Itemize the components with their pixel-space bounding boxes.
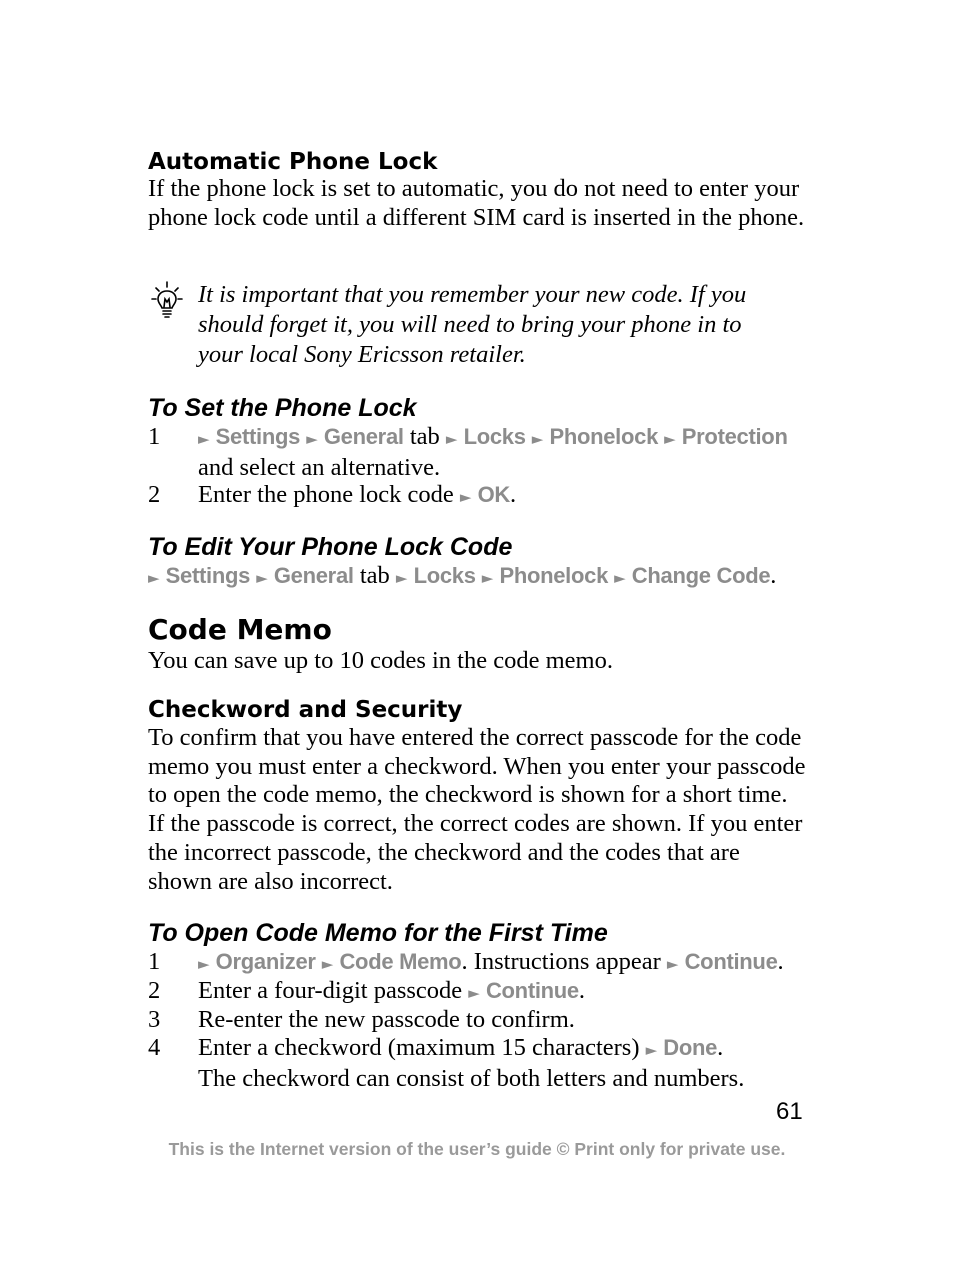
step-text: Enter a checkword (maximum 15 characters)	[198, 1034, 640, 1061]
heading-code-memo: Code Memo	[148, 613, 332, 646]
menu-phonelock: Phonelock	[499, 563, 608, 588]
step-text: Enter the phone lock code	[198, 481, 454, 508]
open-memo-step-3	[148, 1006, 808, 1035]
menu-settings: Settings	[215, 424, 301, 449]
tip-text: It is important that you remember your new code. If you should forget it, you will need to bring your phone in to your local Sony Ericsson retailer.	[198, 281, 747, 368]
arrow-icon: ►	[306, 430, 318, 448]
open-memo-step-4	[148, 1034, 828, 1093]
step-end: .	[578, 977, 585, 1004]
step-number: 2	[148, 977, 161, 1004]
step-text: Re-enter the new passcode to confirm.	[198, 1006, 575, 1033]
arrow-icon: ►	[459, 488, 472, 506]
paragraph-checkword-security: To confirm that you have entered the correct passcode for the code memo you must enter a checkword. When you enter your passcode to open the code memo, the checkword is shown for a short time. If the passcode is correct, the correct codes are shown. If you enter the incorrect passcode, the checkword and the codes that are shown are also incorrect.	[148, 724, 806, 895]
step-text: tab	[409, 423, 440, 450]
menu-ok: OK	[477, 482, 510, 507]
paragraph-code-memo: You can save up to 10 codes in the code memo.	[148, 647, 613, 674]
menu-protection: Protection	[681, 424, 788, 449]
arrow-icon: ►	[256, 569, 268, 587]
menu-continue: Continue	[684, 949, 778, 974]
open-memo-step-1	[148, 948, 828, 979]
arrow-icon: ►	[468, 984, 480, 1002]
edit-code-path	[148, 562, 828, 593]
arrow-icon: ►	[198, 430, 210, 448]
menu-organizer: Organizer	[215, 949, 316, 974]
heading-automatic-phone-lock: Automatic Phone Lock	[148, 149, 438, 175]
heading-edit-phone-lock-code: To Edit Your Phone Lock Code	[148, 533, 513, 561]
step-text: tab	[359, 562, 390, 589]
set-lock-step-1	[148, 423, 828, 482]
step-end: .	[777, 948, 784, 975]
menu-locks: Locks	[463, 424, 526, 449]
open-memo-step-2	[148, 977, 808, 1008]
lightbulb-icon	[148, 280, 198, 370]
heading-open-code-memo: To Open Code Memo for the First Time	[148, 919, 608, 947]
footer-note: This is the Internet version of the user’s guide © Print only for private use.	[168, 1139, 786, 1159]
step-end: .	[770, 562, 777, 589]
heading-set-phone-lock: To Set the Phone Lock	[148, 394, 417, 422]
paragraph-automatic-phone-lock: If the phone lock is set to automatic, you do not need to enter your phone lock code until a different SIM card is inserted in the phone.	[148, 175, 805, 231]
step-text: and select an alternative.	[198, 453, 441, 481]
menu-general: General	[273, 563, 354, 588]
arrow-icon: ►	[395, 569, 408, 587]
step-text: The checkword can consist of both letters and numbers.	[198, 1064, 745, 1092]
tip-note	[148, 280, 788, 370]
step-number: 3	[148, 1006, 161, 1033]
arrow-icon: ►	[614, 569, 626, 587]
arrow-icon: ►	[198, 955, 210, 973]
menu-settings: Settings	[165, 563, 251, 588]
arrow-icon: ►	[664, 430, 676, 448]
menu-general: General	[323, 424, 404, 449]
arrow-icon: ►	[481, 569, 494, 587]
set-lock-step-2	[148, 481, 808, 512]
menu-phonelock: Phonelock	[549, 424, 658, 449]
step-number: 4	[148, 1034, 161, 1061]
step-number: 1	[148, 948, 161, 975]
step-number: 1	[148, 423, 161, 450]
step-number: 2	[148, 481, 161, 508]
step-text: Enter a four-digit passcode	[198, 977, 463, 1004]
heading-checkword-security: Checkword and Security	[148, 697, 463, 723]
menu-continue: Continue	[485, 978, 579, 1003]
page-number: 61	[776, 1098, 803, 1125]
arrow-icon: ►	[445, 430, 458, 448]
arrow-icon: ►	[148, 569, 160, 587]
menu-change-code: Change Code	[631, 563, 771, 588]
arrow-icon: ►	[321, 955, 334, 973]
arrow-icon: ►	[531, 430, 544, 448]
step-end: .	[510, 481, 517, 508]
menu-locks: Locks	[413, 563, 476, 588]
step-end: .	[717, 1034, 724, 1061]
menu-code-memo: Code Memo	[339, 949, 462, 974]
step-text: . Instructions appear	[461, 948, 661, 975]
arrow-icon: ►	[645, 1041, 658, 1059]
menu-done: Done	[663, 1035, 718, 1060]
arrow-icon: ►	[666, 955, 679, 973]
